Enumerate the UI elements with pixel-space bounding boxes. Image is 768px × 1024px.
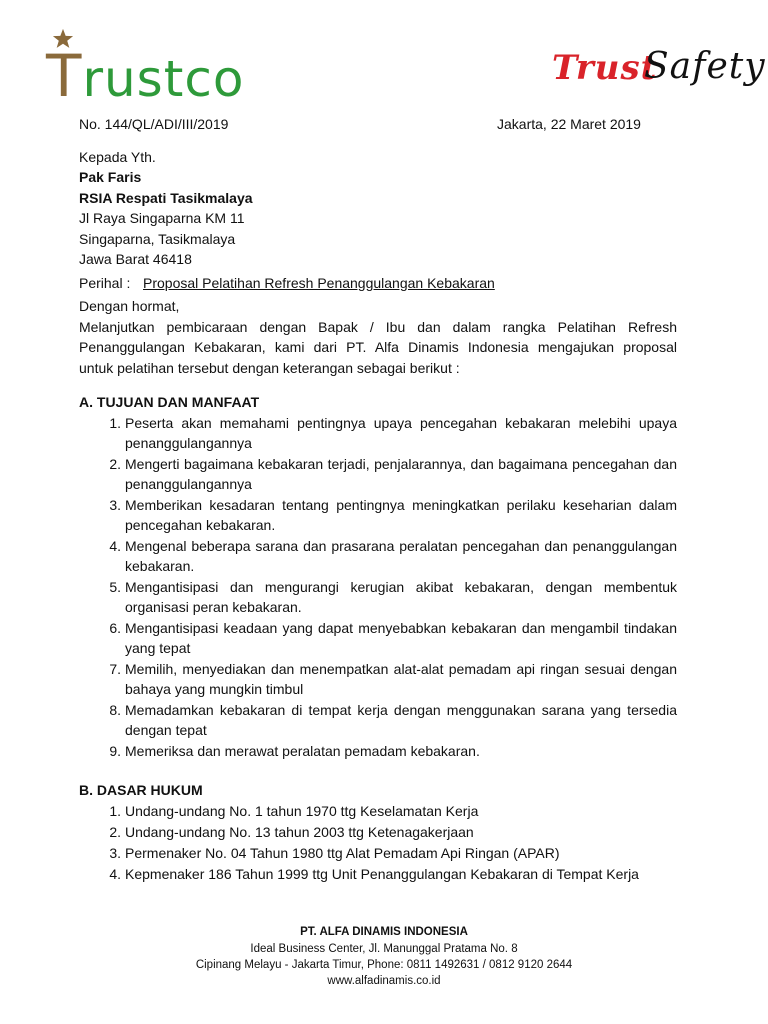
letter-date: Jakarta, 22 Maret 2019 <box>497 116 641 132</box>
perihal-subject: Proposal Pelatihan Refresh Penanggulangan Kebakaran <box>143 275 495 291</box>
list-item: 3. Permenaker No. 04 Tahun 1980 ttg Alat Pemadam Api Ringan (APAR) <box>109 845 560 861</box>
list-item: 4. Kepmenaker 186 Tahun 1999 ttg Unit Penanggulangan Kebakaran di Tempat Kerja <box>109 866 639 882</box>
recipient-address-3: Jawa Barat 46418 <box>79 251 192 267</box>
list-item: 1. Undang-undang No. 1 tahun 1970 ttg Keselamatan Kerja <box>109 803 479 819</box>
list-item: 5. Mengantisipasi dan mengurangi kerugian akibat kebakaran, dengan membentuk organisasi peran kebakaran. <box>109 579 677 615</box>
trust-safety-logo <box>548 44 766 104</box>
section-b-list <box>109 801 677 884</box>
intro-line-2: Penanggulangan Kebakaran, kami dari PT. Alfa Dinamis Indonesia mengajukan proposal <box>79 339 677 355</box>
letter-number: No. 144/QL/ADI/III/2019 <box>79 116 229 132</box>
recipient-greeting: Kepada Yth. <box>79 149 156 165</box>
section-b-title: B. DASAR HUKUM <box>79 782 203 798</box>
recipient-address-2: Singaparna, Tasikmalaya <box>79 231 236 247</box>
section-a-list <box>109 413 677 761</box>
list-item: 4. Mengenal beberapa sarana dan prasarana peralatan pencegahan dan penanggulangan kebakaran. <box>109 538 677 574</box>
recipient-name: Pak Faris <box>79 169 142 185</box>
perihal-label: Perihal : <box>79 275 131 291</box>
footer-address-2: Cipinang Melayu - Jakarta Timur, Phone: 0811 1492631 / 0812 9120 2644 <box>195 959 573 971</box>
salutation: Dengan hormat, <box>79 298 180 314</box>
footer-company: PT. ALFA DINAMIS INDONESIA <box>300 926 468 938</box>
trustco-wordmark: Trustco <box>46 42 245 110</box>
list-item: 1. Peserta akan memahami pentingnya upaya pencegahan kebakaran melebihi upaya penanggulangannya <box>109 415 677 451</box>
trustco-logo <box>44 28 245 110</box>
footer-address-1: Ideal Business Center, Jl. Manunggal Pratama No. 8 <box>250 943 518 955</box>
recipient-address-1: Jl Raya Singaparna KM 11 <box>79 210 245 226</box>
trust-wordmark: Trust <box>552 48 658 88</box>
list-item: 3. Memberikan kesadaran tentang pentingnya meningkatkan perilaku keseharian dalam pencegahan kebakaran. <box>109 497 677 533</box>
recipient-org: RSIA Respati Tasikmalaya <box>79 190 253 206</box>
list-item: 7. Memilih, menyediakan dan menempatkan alat-alat pemadam api ringan sesuai dengan bahaya yang mungkin timbul <box>109 661 677 697</box>
safety-wordmark: Safety <box>644 46 766 87</box>
list-item: 2. Mengerti bagaimana kebakaran terjadi, penjalarannya, dan bagaimana pencegahan dan penanggulangannya <box>109 456 677 492</box>
list-item: 6. Mengantisipasi keadaan yang dapat menyebabkan kebakaran dan mengambil tindakan yang tepat <box>109 620 677 656</box>
list-item: 9. Memeriksa dan merawat peralatan pemadam kebakaran. <box>109 743 480 759</box>
list-item: 2. Undang-undang No. 13 tahun 2003 ttg Ketenagakerjaan <box>109 824 474 840</box>
footer-website: www.alfadinamis.co.id <box>327 975 441 987</box>
list-item: 8. Memadamkan kebakaran di tempat kerja dengan menggunakan sarana yang tersedia dengan tepat <box>109 702 677 738</box>
section-a-title: A. TUJUAN DAN MANFAAT <box>79 394 260 410</box>
intro-line-3: untuk pelatihan tersebut dengan keterangan sebagai berikut : <box>79 360 460 376</box>
intro-line-1: Melanjutkan pembicaraan dengan Bapak / Ibu dan dalam rangka Pelatihan Refresh <box>79 319 677 335</box>
